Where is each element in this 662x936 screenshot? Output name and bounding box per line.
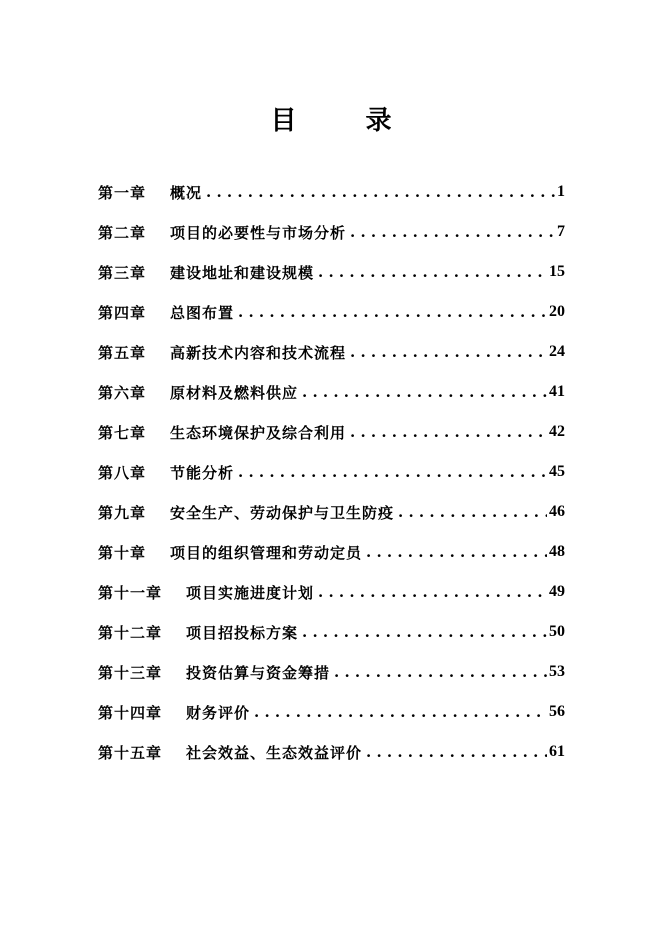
toc-chapter-title: 总图布置 (170, 303, 235, 322)
toc-entry[interactable] (98, 252, 565, 292)
toc-entry[interactable] (98, 612, 565, 652)
toc-chapter-title: 节能分析 (170, 463, 235, 482)
toc-chapter-title: 原材料及燃料供应 (170, 383, 299, 402)
toc-list (98, 172, 565, 772)
toc-chapter-title: 安全生产、劳动保护与卫生防疫 (170, 503, 395, 522)
toc-chapter-title: 投资估算与资金筹措 (186, 663, 331, 682)
toc-entry[interactable] (98, 412, 565, 452)
toc-page-number: 53 (549, 663, 565, 680)
toc-dot-leader (238, 302, 547, 322)
toc-chapter-title: 项目的组织管理和劳动定员 (170, 543, 363, 562)
toc-entry[interactable] (98, 172, 565, 212)
toc-chapter-title: 建设地址和建设规模 (170, 263, 315, 282)
toc-page-number: 61 (549, 743, 565, 760)
toc-page-number: 7 (557, 223, 565, 240)
toc-chapter-title: 项目实施进度计划 (186, 583, 315, 602)
toc-page-number: 24 (549, 343, 565, 360)
toc-chapter-title: 财务评价 (186, 703, 251, 722)
toc-dot-leader (318, 262, 547, 282)
toc-page-number: 1 (557, 183, 565, 200)
toc-page-number: 50 (549, 623, 565, 640)
toc-entry[interactable] (98, 372, 565, 412)
toc-chapter-number: 第七章 (98, 423, 147, 442)
toc-chapter-number: 第一章 (98, 183, 147, 202)
toc-chapter-number: 第六章 (98, 383, 147, 402)
toc-chapter-number: 第十三章 (98, 663, 163, 682)
toc-page-number: 49 (549, 583, 565, 600)
toc-dot-leader (302, 382, 547, 402)
toc-dot-leader (366, 742, 547, 762)
toc-page-number: 42 (549, 423, 565, 440)
toc-chapter-title: 项目招投标方案 (186, 623, 299, 642)
toc-chapter-number: 第九章 (98, 503, 147, 522)
toc-dot-leader (366, 542, 547, 562)
toc-dot-leader (302, 622, 547, 642)
toc-chapter-title: 项目的必要性与市场分析 (170, 223, 347, 242)
toc-page-number: 41 (549, 383, 565, 400)
toc-dot-leader (350, 222, 555, 242)
toc-chapter-title: 生态环境保护及综合利用 (170, 423, 347, 442)
toc-entry[interactable] (98, 532, 565, 572)
toc-heading: 目 录 (270, 106, 422, 136)
toc-entry[interactable] (98, 332, 565, 372)
toc-page-number: 45 (549, 463, 565, 480)
toc-chapter-number: 第五章 (98, 343, 147, 362)
toc-chapter-number: 第十二章 (98, 623, 163, 642)
toc-chapter-number: 第十一章 (98, 583, 163, 602)
toc-chapter-title: 社会效益、生态效益评价 (186, 743, 363, 762)
toc-dot-leader (334, 662, 547, 682)
toc-entry[interactable] (98, 292, 565, 332)
toc-chapter-number: 第十五章 (98, 743, 163, 762)
toc-page-number: 15 (549, 263, 565, 280)
toc-dot-leader (238, 462, 547, 482)
toc-dot-leader (398, 502, 547, 522)
toc-dot-leader (350, 342, 547, 362)
toc-chapter-title: 高新技术内容和技术流程 (170, 343, 347, 362)
toc-page-number: 48 (549, 543, 565, 560)
toc-entry[interactable] (98, 492, 565, 532)
toc-entry[interactable] (98, 212, 565, 252)
toc-entry[interactable] (98, 452, 565, 492)
toc-chapter-number: 第十章 (98, 543, 147, 562)
toc-entry[interactable] (98, 652, 565, 692)
toc-page-number: 20 (549, 303, 565, 320)
toc-page-number: 56 (549, 703, 565, 720)
toc-entry[interactable] (98, 732, 565, 772)
toc-dot-leader (350, 422, 547, 442)
toc-chapter-title: 概况 (170, 183, 203, 202)
toc-chapter-number: 第十四章 (98, 703, 163, 722)
toc-dot-leader (206, 182, 555, 202)
toc-chapter-number: 第四章 (98, 303, 147, 322)
toc-chapter-number: 第八章 (98, 463, 147, 482)
toc-entry[interactable] (98, 692, 565, 732)
toc-page-number: 46 (549, 503, 565, 520)
toc-dot-leader (254, 702, 547, 722)
toc-entry[interactable] (98, 572, 565, 612)
toc-chapter-number: 第三章 (98, 263, 147, 282)
toc-chapter-number: 第二章 (98, 223, 147, 242)
toc-dot-leader (318, 582, 547, 602)
